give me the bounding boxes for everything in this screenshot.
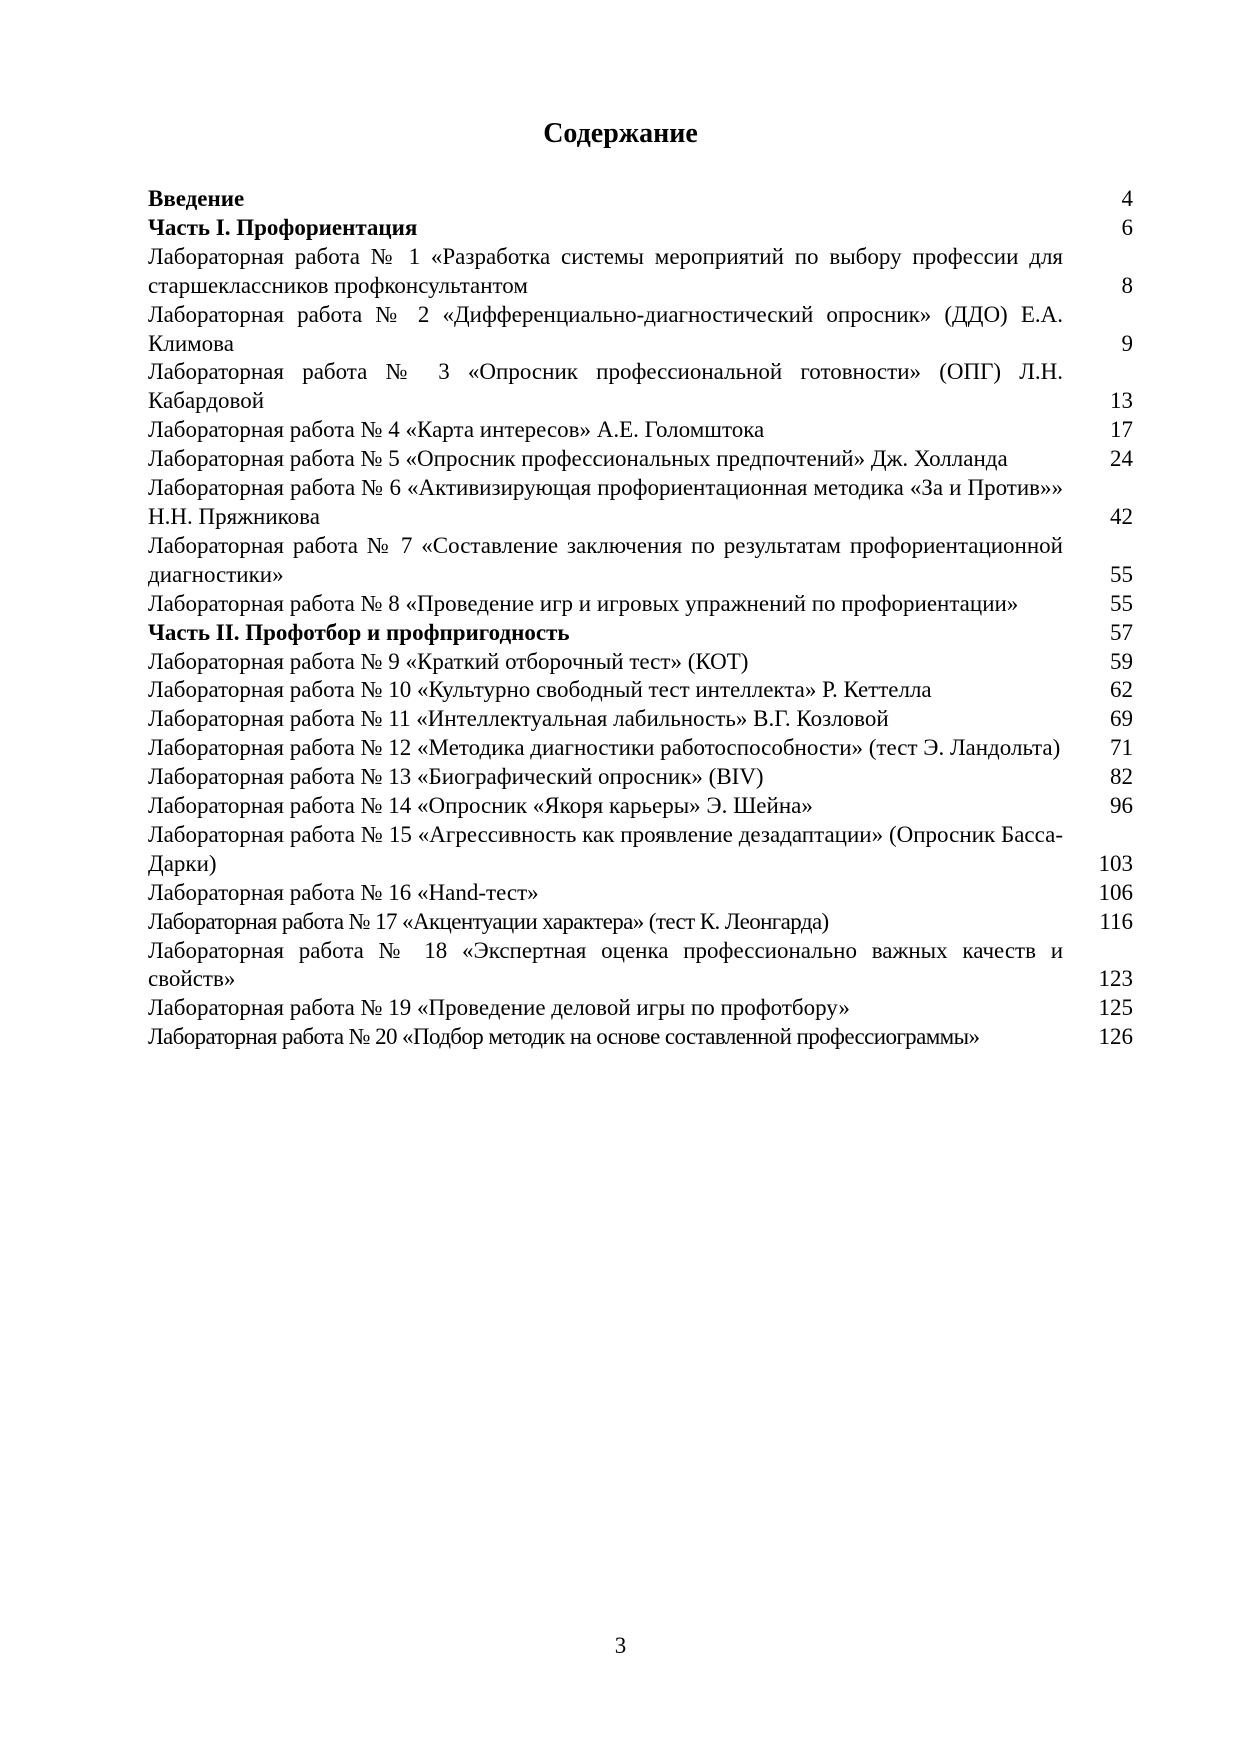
- toc-entry: [148, 908, 1133, 937]
- toc-entry: [148, 416, 1133, 445]
- toc-entry: [148, 879, 1133, 908]
- toc-entry-text: Лабораторная работа № 16 «Hand-тест»: [148, 879, 539, 905]
- toc-entry-text: Лабораторная работа № 11 «Интеллектуальная лабильность» В.Г. Козловой: [148, 706, 889, 732]
- toc-entry: [148, 705, 1133, 734]
- toc-entry-text: Лабораторная работа № 9 «Краткий отборочный тест» (КОТ): [148, 648, 749, 674]
- toc-entry: [148, 619, 1133, 648]
- toc-entry-text: Лабораторная работа № 14 «Опросник «Якоря карьеры» Э. Шейна»: [148, 793, 813, 819]
- toc-entry-text: Лабораторная работа № 12 «Методика диагностики работоспособности» (тест Э. Ландольта): [148, 735, 1061, 761]
- toc-entry: [148, 994, 1133, 1023]
- toc-entry-page: 9: [1121, 330, 1133, 356]
- toc-entry: [148, 763, 1133, 792]
- toc-entry: [148, 937, 1133, 995]
- toc-entry-text: Лабораторная работа № 18 «Экспертная оценка профессионально важных качеств и свойств»: [148, 937, 1063, 992]
- toc-entry-page: 55: [1110, 590, 1133, 616]
- toc-entry: [148, 821, 1133, 879]
- toc-entry-page: 71: [1110, 735, 1133, 761]
- toc-entry: [148, 474, 1133, 532]
- toc-entry: [148, 734, 1133, 763]
- toc-entry-page: 59: [1110, 648, 1133, 674]
- toc-entry-page: 103: [1098, 850, 1133, 876]
- toc-entry-text: Часть I. Профориентация: [148, 214, 418, 240]
- toc-entry-text: Введение: [148, 186, 245, 211]
- toc-entry-page: 42: [1110, 503, 1133, 529]
- toc-entry-text: Лабораторная работа № 5 «Опросник профессиональных предпочтений» Дж. Холланда: [148, 446, 1008, 472]
- toc-entry: [148, 445, 1133, 474]
- toc-entry: [148, 214, 1133, 243]
- toc-entry-text: Лабораторная работа № 2 «Дифференциально-диагностический опросник» (ДДО) Е.А. Климова: [148, 301, 1063, 356]
- toc-entry-page: 123: [1098, 966, 1133, 992]
- toc-entry-page: 126: [1098, 1024, 1133, 1050]
- toc-entry-page: 55: [1110, 561, 1133, 587]
- toc-entry-text: Лабораторная работа № 13 «Биографический опросник» (BIV): [148, 764, 764, 790]
- toc-entry-page: 4: [1121, 186, 1133, 211]
- toc-entry-text: Лабораторная работа № 19 «Проведение деловой игры по профотбору»: [148, 995, 850, 1021]
- toc-entry-page: 82: [1110, 764, 1133, 790]
- toc-entry-page: 125: [1098, 995, 1133, 1021]
- toc-entry-page: 106: [1098, 879, 1133, 905]
- toc-entry-text: Лабораторная работа № 8 «Проведение игр и игровых упражнений по профориентации»: [148, 590, 1019, 616]
- toc-entry-text: Лабораторная работа № 10 «Культурно свободный тест интеллекта» Р. Кеттелла: [148, 677, 932, 703]
- toc-entry: [148, 301, 1133, 359]
- toc-entry: [148, 648, 1133, 677]
- toc-list: [148, 185, 1133, 1052]
- toc-entry-page: 116: [1099, 908, 1133, 934]
- toc-entry-page: 69: [1110, 706, 1133, 732]
- toc-entry-text: Лабораторная работа № 1 «Разработка системы мероприятий по выбору профессии для старшеклассников профконсультантом: [148, 243, 1063, 298]
- toc-entry: [148, 792, 1133, 821]
- toc-entry-text: Лабораторная работа № 3 «Опросник профессиональной готовности» (ОПГ) Л.Н. Кабардовой: [148, 359, 1063, 414]
- toc-entry-page: 8: [1121, 272, 1133, 298]
- toc-entry-text: Лабораторная работа № 15 «Агрессивность как проявление дезадаптации» (Опросник Басса-Дарки): [148, 821, 1063, 876]
- toc-entry-page: 24: [1110, 446, 1133, 472]
- toc-entry-text: Лабораторная работа № 20 «Подбор методик на основе составленной профессиограммы»: [148, 1024, 980, 1050]
- toc-entry-page: 96: [1110, 793, 1133, 819]
- toc-entry-text: Часть II. Профотбор и профпригодность: [148, 619, 570, 645]
- toc-entry-page: 57: [1110, 619, 1133, 645]
- toc-entry: [148, 358, 1133, 416]
- toc-entry: [148, 590, 1133, 619]
- toc-entry-page: 6: [1121, 214, 1133, 240]
- toc-entry-page: 17: [1110, 417, 1133, 443]
- toc-entry-text: Лабораторная работа № 17 «Акцентуации характера» (тест К. Леонгарда): [148, 908, 829, 934]
- toc-entry-text: Лабораторная работа № 4 «Карта интересов» А.Е. Голомштока: [148, 417, 765, 443]
- toc-entry: [148, 676, 1133, 705]
- toc-entry: [148, 532, 1133, 590]
- toc-entry: [148, 185, 1133, 214]
- toc-entry-text: Лабораторная работа № 6 «Активизирующая профориентационная методика «За и Против»» Н.Н. Пряжникова: [148, 475, 1063, 529]
- toc-entry: [148, 1023, 1133, 1052]
- toc-entry-page: 13: [1110, 388, 1133, 414]
- toc-entry-page: 62: [1110, 677, 1133, 703]
- toc-entry: [148, 243, 1133, 301]
- page-number: 3: [614, 1633, 627, 1658]
- toc-entry-text: Лабораторная работа № 7 «Составление заключения по результатам профориентационной диагностики»: [148, 532, 1063, 587]
- toc-title: Содержание: [543, 118, 698, 149]
